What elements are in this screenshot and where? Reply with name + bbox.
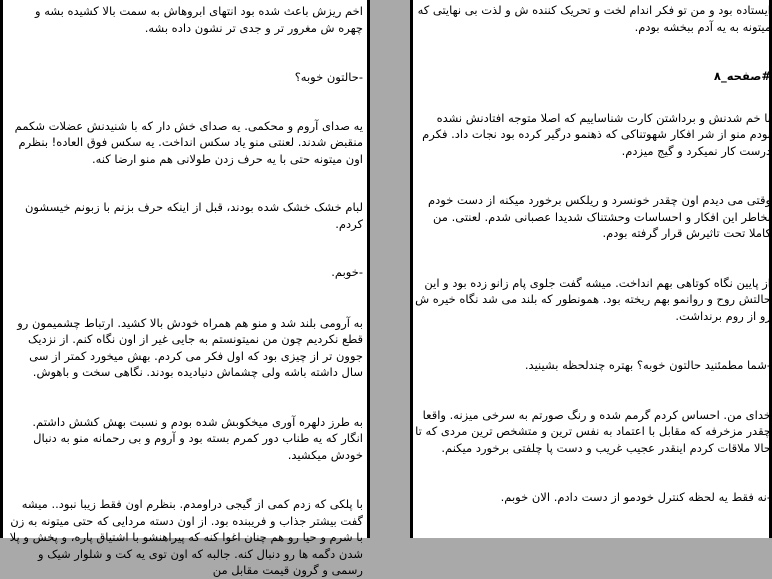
dialogue-line: -خوبم. xyxy=(331,265,363,279)
paragraph: به طرز دلهره آوری میخکوبش شده بودم و نسبت بهش کشش داشتم. انگار که یه طناب دور کمرم بسته بود و آروم و بی رحمانه منو به دنبال خودش میکشید. xyxy=(32,414,363,462)
paragraph: از پایین نگاه کوتاهی بهم انداخت. میشه گفت جلوی پام زانو زده بود و این حالتش روح و روانمو بهم ریخته بود. همونطور که بلند می شد نگاه خیره ش رو از روم برنداشت. xyxy=(415,275,771,323)
dialogue-line: -حالتون خوبه؟ xyxy=(294,70,363,84)
paragraph: با خم شدنش و برداشتن کارت شناساییم که اصلا متوجه افتادنش نشده بودم منو از شر افکار شهوتناکی که ذهنمو درگیر کرده بود نجات داد. فکرم درست کار نمیکرد و گیج میزدم. xyxy=(422,110,771,158)
left-page-text xyxy=(8,3,363,577)
paragraph: خدای من. احساس کردم گرمم شده و رنگ صورتم به سرخی میزنه. واقعا چقدر مزخرفه که مقابل با اعتماد به نفس ترین و متشخص ترین مردی که تا حالا ملاقات کردم اینقدر عجیب غریب و دست پا چلفتی برخورد میکنم. xyxy=(415,407,771,455)
paragraph: اخم ریزش باعث شده بود انتهای ابروهاش به سمت بالا کشیده بشه و چهره ش مغرور تر و جدی تر نشون داده بشه. xyxy=(34,4,363,35)
paragraph: یه صدای آروم و محکمی. یه صدای خش دار که با شنیدنش عضلات شکمم منقبض شدند. لعنتی منو یاد سکس انداخت. یه سکس فوق العاده! بنظرم اون میتونه حتی با یه حرف زدن طولانی هم منو ارضا کنه. xyxy=(14,118,363,166)
right-page xyxy=(410,0,772,538)
paragraph: به آرومی بلند شد و منو هم همراه خودش بالا کشید. ارتباط چشمیمون رو قطع نکردیم چون من نمیتونستم به جایی غیر از اون نگاه کنم. از نزدیک جوون تر از چیزی بود که اول فکر می کردم. بهش میخورد کمتر از سی سال داشته باشه ولی چشماش دنیادیده بودند. نگاهی سخت و باهوش. xyxy=(17,315,363,379)
dialogue-line: -شما مطمئنید حالتون خوبه؟ بهتره چندلحظه بشینید. xyxy=(524,358,771,372)
page-number-heading: #صفحه_۸ xyxy=(713,69,771,83)
paragraph: لبام خشک خشک شده بودند، قبل از اینکه حرف بزنم با زبونم خیسشون کردم. xyxy=(24,200,363,231)
paragraph: وقتی می دیدم اون چقدر خونسرد و ریلکس برخورد میکنه از دست خودم بخاطر این افکار و احساسات وحشتناک شدیدا عصبانی شدم. لعنتی. من کاملا تحت تاثیرش قرار گرفته بودم. xyxy=(428,193,771,240)
paragraph: ایستاده بود و من تو فکر اندام لخت و تحریک کننده ش و لذت بی نهایتی که میتونه به یه آدم ببخشه بودم. xyxy=(417,3,771,34)
dialogue-line: -نه فقط یه لحظه کنترل خودمو از دست دادم. الان خوبم. xyxy=(500,490,771,504)
right-page-text xyxy=(413,2,771,538)
left-page xyxy=(0,0,370,577)
paragraph: با پلکی که زدم کمی از گیجی دراومدم. بنظرم اون فقط زیبا نبود.. میشه گفت بیشتر جذاب و فریبنده بود. از اون دسته مردایی که حتی میتونه به زن با شرم و حیا رو هم چنان اغوا کنه که پیراهنشو با اشتیاق پاره، و پخش و پلا شدن دگمه ها رو دنبال کنه. جالبه که اون توی یه کت و شلوار شیک و رسمی و گرون قیمت مقابل من xyxy=(9,497,363,577)
